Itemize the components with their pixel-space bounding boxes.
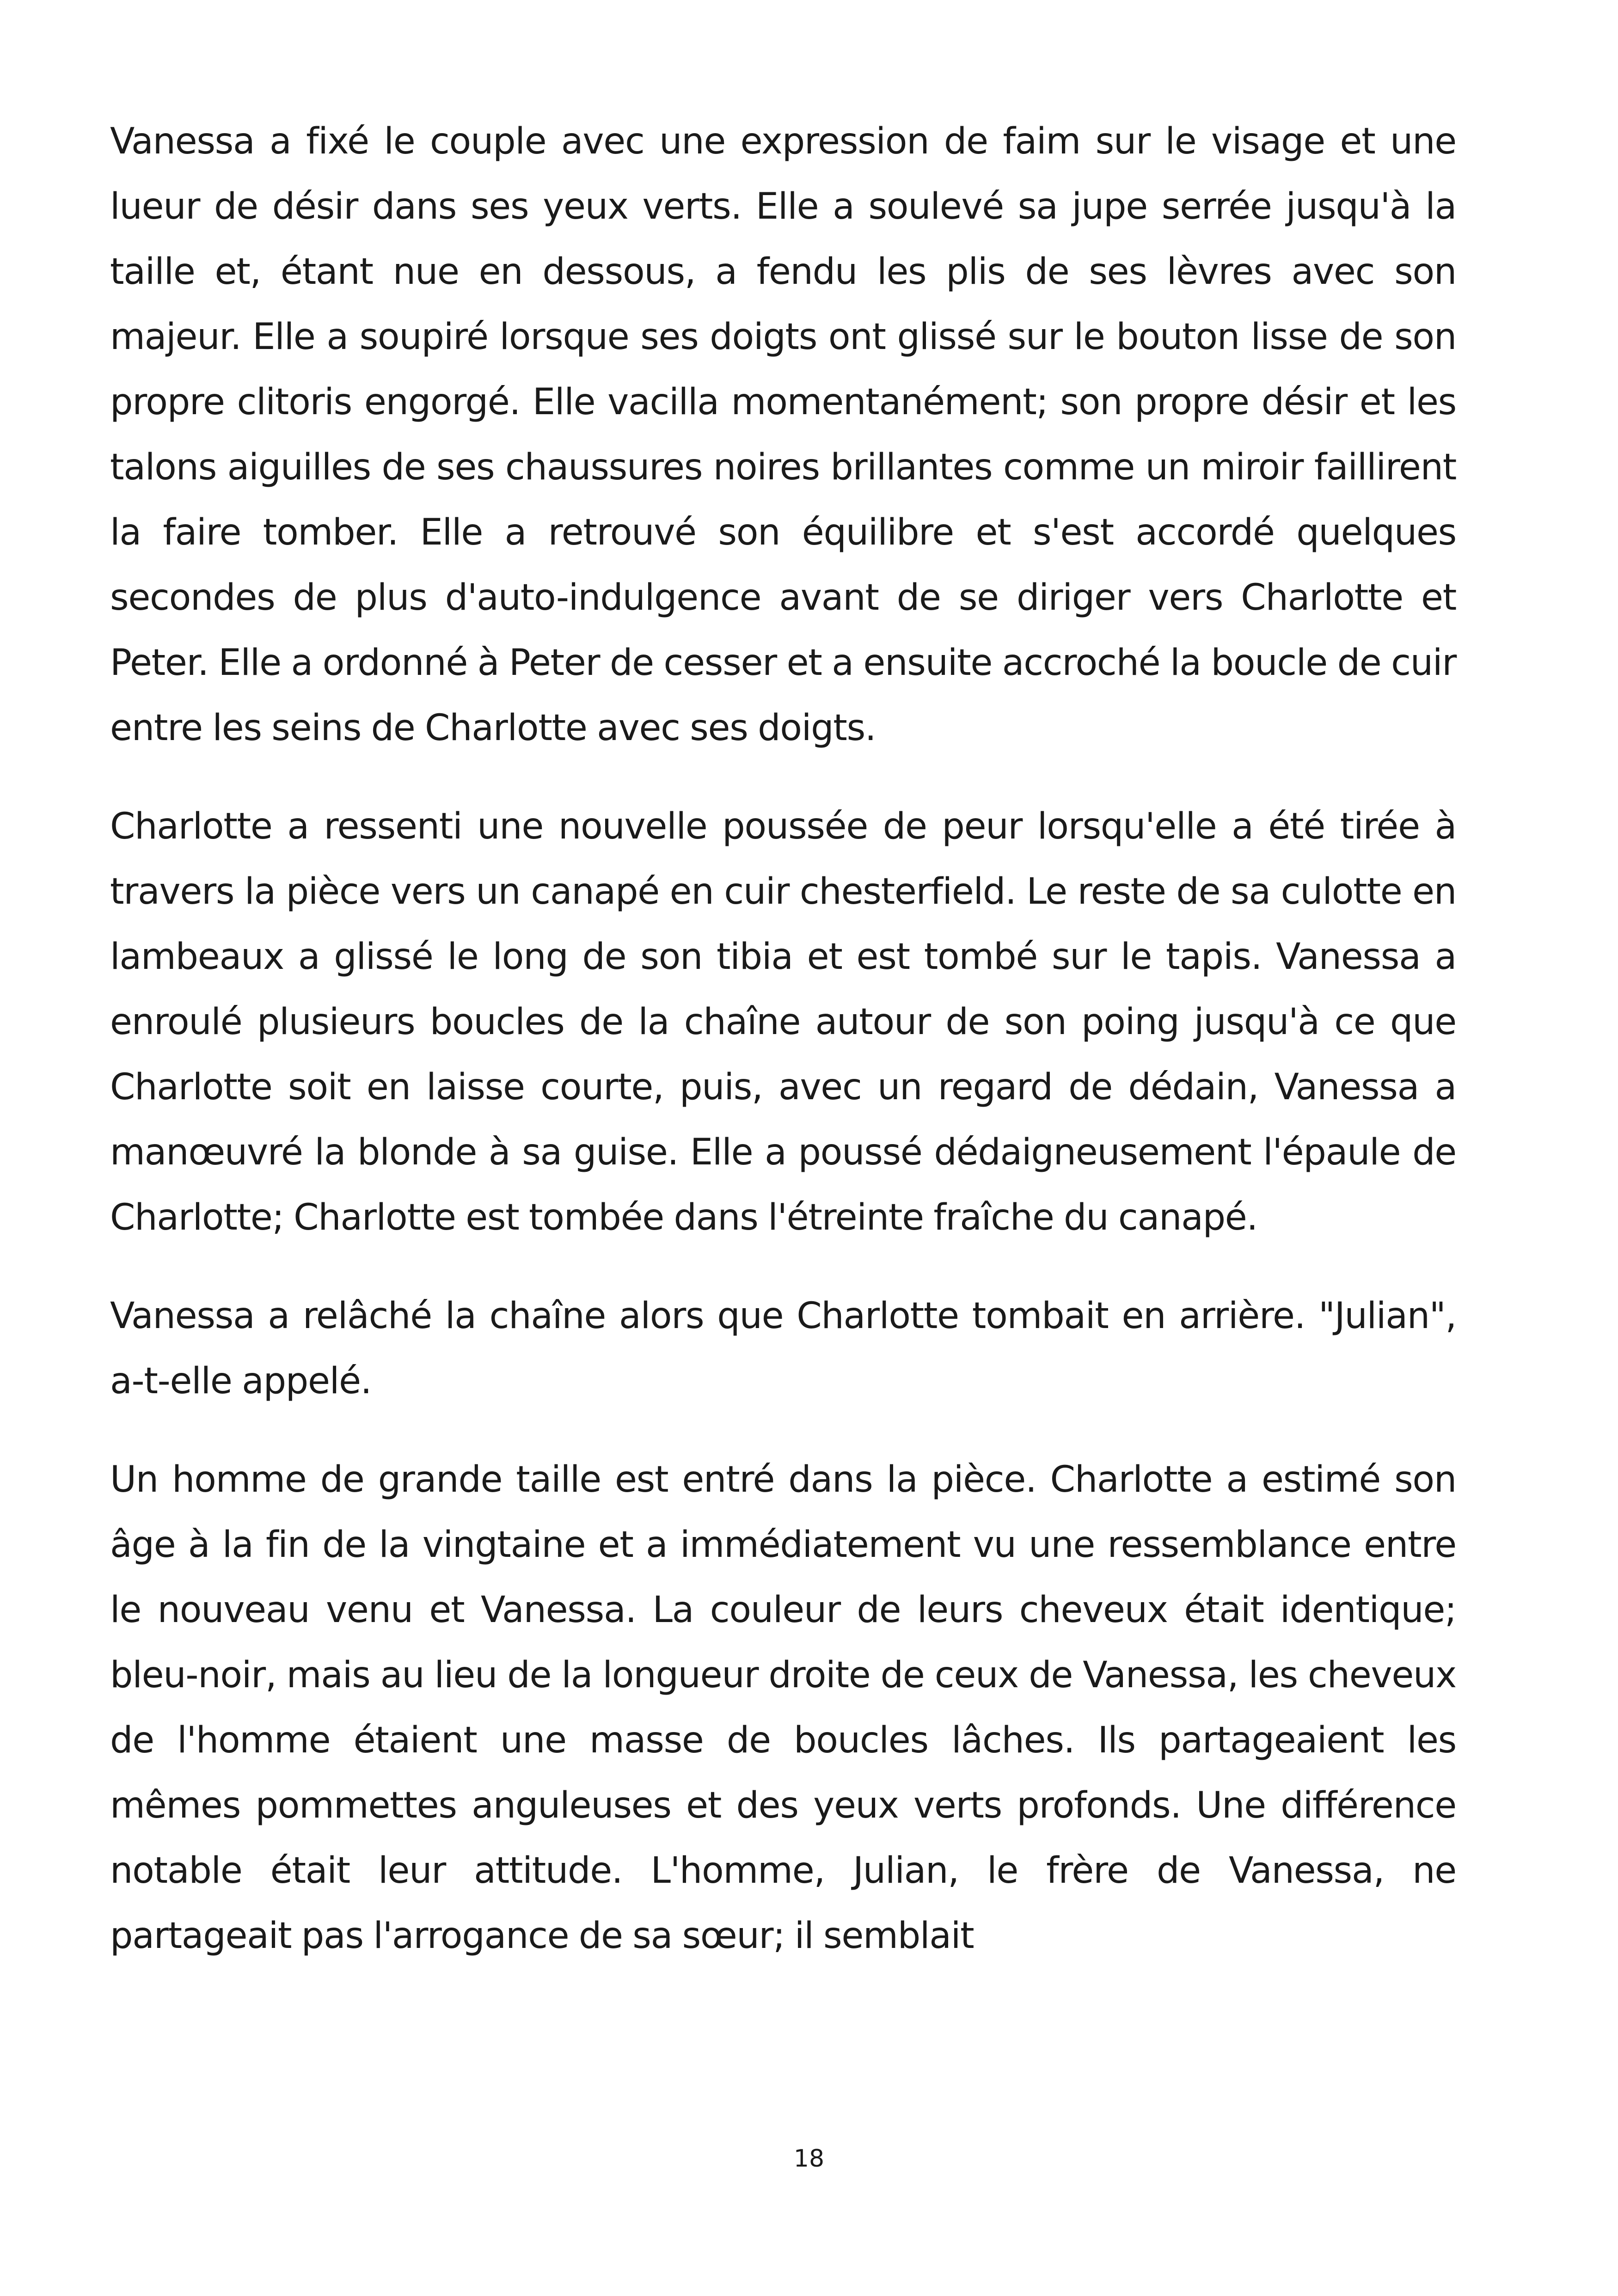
- body-text: [110, 109, 1456, 1969]
- paragraph-4: Un homme de grande taille est entré dans la pièce. Charlotte a estimé son âge à la fin de la vingtaine et a immédiatement vu une ressemblance entre le nouveau venu et Vanessa. La couleur de leurs cheveux était identique; bleu-noir, mais au lieu de la longueur droite de ceux de Vanessa, les cheveux de l'homme étaient une masse de boucles lâches. Ils partageaient les mêmes pommettes anguleuses et des yeux verts profonds. Une différence notable était leur attitude. L'homme, Julian, le frère de Vanessa, ne partageait pas l'arrogance de sa sœur; il semblait: [110, 1459, 1456, 1957]
- page-number: 18: [793, 2145, 825, 2173]
- paragraph-2: Charlotte a ressenti une nouvelle poussée de peur lorsqu'elle a été tirée à travers la pièce vers un canapé en cuir chesterfield. Le reste de sa culotte en lambeaux a glissé le long de son tibia et est tombé sur le tapis. Vanessa a enroulé plusieurs boucles de la chaîne autour de son poing jusqu'à ce que Charlotte soit en laisse courte, puis, avec un regard de dédain, Vanessa a manœuvré la blonde à sa guise. Elle a poussé dédaigneusement l'épaule de Charlotte; Charlotte est tombée dans l'étreinte fraîche du canapé.: [110, 806, 1456, 1238]
- paragraph-3: Vanessa a relâché la chaîne alors que Charlotte tombait en arrière. "Julian", a-t-elle appelé.: [110, 1295, 1456, 1402]
- paragraph-1: Vanessa a fixé le couple avec une expression de faim sur le visage et une lueur de désir dans ses yeux verts. Elle a soulevé sa jupe serrée jusqu'à la taille et, étant nue en dessous, a fendu les plis de ses lèvres avec son majeur. Elle a soupiré lorsque ses doigts ont glissé sur le bouton lisse de son propre clitoris engorgé. Elle vacilla momentanément; son propre désir et les talons aiguilles de ses chaussures noires brillantes comme un miroir faillirent la faire tomber. Elle a retrouvé son équilibre et s'est accordé quelques secondes de plus d'auto-indulgence avant de se diriger vers Charlotte et Peter. Elle a ordonné à Peter de cesser et a ensuite accroché la boucle de cuir entre les seins de Charlotte avec ses doigts.: [110, 121, 1456, 749]
